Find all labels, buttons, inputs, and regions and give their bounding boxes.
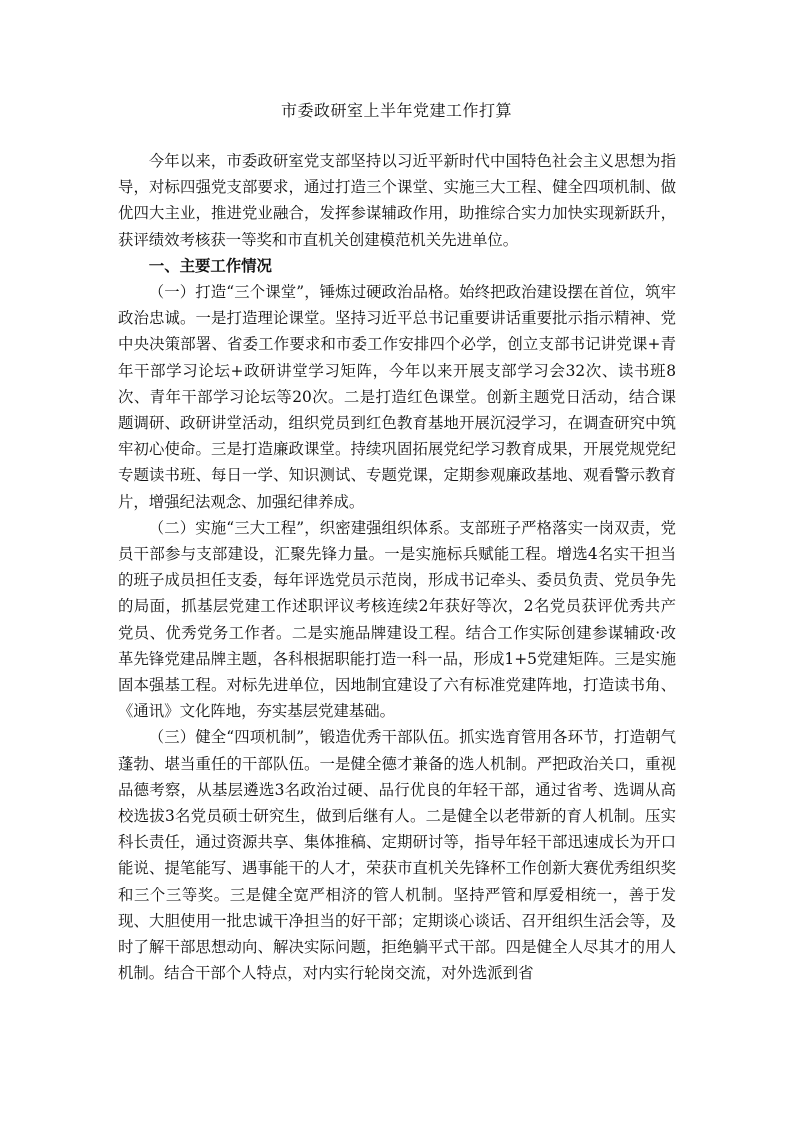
intro-paragraph: 今年以来，市委政研室党支部坚持以习近平新时代中国特色社会主义思想为指导，对标四强党支部要求，通过打造三个课堂、实施三大工程、健全四项机制、做优四大主业，推进党业融合，发挥参谋辅政作用，助推综合实力加快实现新跃升，获评绩效考核获一等奖和市直机关创建模范机关先进单位。: [118, 152, 676, 249]
paragraph-1: （一）打造“三个课堂”，锤炼过硬政治品格。始终把政治建设摆在首位，筑牢政治忠诚。一是打造理论课堂。坚持习近平总书记重要讲话重要批示指示精神、党中央决策部署、省委工作要求和市委工作安排四个必学，创立支部书记讲党课+青年干部学习论坛+政研讲堂学习矩阵，今年以来开展支部学习会32次、读书班8次、青年干部学习论坛等20次。二是打造红色课堂。创新主题党日活动，结合课题调研、政研讲堂活动，组织党员到红色教育基地开展沉浸学习，在调查研究中筑牢初心使命。三是打造廉政课堂。持续巩固拓展党纪学习教育成果，开展党规党纪专题读书班、每日一学、知识测试、专题党课，定期参观廉政基地、观看警示教育片，增强纪法观念、加强纪律养成。: [118, 283, 676, 511]
document-body: [118, 148, 676, 987]
paragraph-2: （二）实施“三大工程”，织密建强组织体系。支部班子严格落实一岗双责，党员干部参与支部建设，汇聚先锋力量。一是实施标兵赋能工程。增选4名实干担当的班子成员担任支委，每年评选党员示范岗，形成书记牵头、委员负责、党员争先的局面，抓基层党建工作述职评议考核连续2年获好等次，2名党员获评优秀共产党员、优秀党务工作者。二是实施品牌建设工程。结合工作实际创建参谋辅政·改革先锋党建品牌主题，各科根据职能打造一科一品，形成1+5党建矩阵。三是实施固本强基工程。对标先进单位，因地制宜建设了六有标准党建阵地，打造读书角、《通讯》文化阵地，夯实基层党建基础。: [118, 518, 676, 721]
section-heading: 一、主要工作情况: [148, 256, 272, 275]
paragraph-3: （三）健全“四项机制”，锻造优秀干部队伍。抓实选育管用各环节，打造朝气蓬勃、堪当重任的干部队伍。一是健全德才兼备的选人机制。严把政治关口，重视品德考察，从基层遴选3名政治过硬、品行优良的年轻干部，通过省考、选调从高校选拔3名党员硕士研究生，做到后继有人。二是健全以老带新的育人机制。压实科长责任，通过资源共享、集体推稿、定期研讨等，指导年轻干部迅速成长为开口能说、提笔能写、遇事能干的人才，荣获市直机关先锋杯工作创新大赛优秀组织奖和三个三等奖。三是健全宽严相济的管人机制。坚持严管和厚爱相统一，善于发现、大胆使用一批忠诚干净担当的好干部；定期谈心谈话、召开组织生活会等，及时了解干部思想动向、解决实际问题，拒绝躺平式干部。四是健全人尽其才的用人机制。结合干部个人特点，对内实行轮岗交流，对外选派到省: [118, 728, 676, 983]
document-title: 市委政研室上半年党建工作打算: [280, 101, 512, 120]
